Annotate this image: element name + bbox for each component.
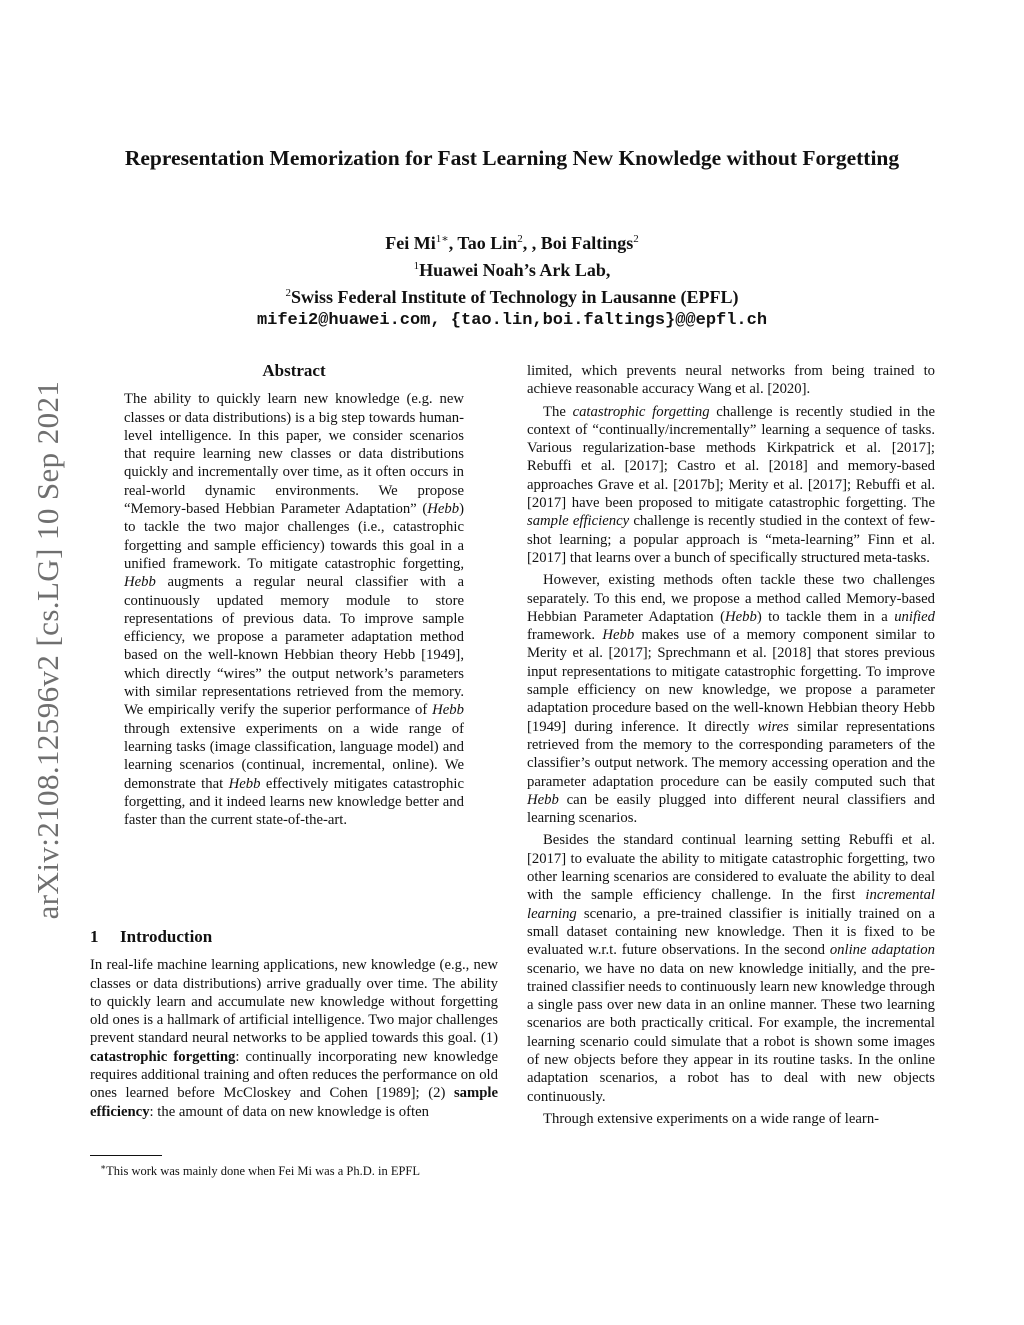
- abstract: [124, 362, 464, 829]
- author-sup: 2: [517, 233, 523, 245]
- author-sep: ,: [448, 233, 458, 253]
- body-paragraph: Through extensive experiments on a wide range of learn-: [543, 1110, 880, 1127]
- author-emails: mifei2@huawei.com, {tao.lin,boi.faltings}@@epfl.ch: [256, 311, 768, 330]
- right-column: [527, 362, 935, 1128]
- abstract-heading: Abstract: [262, 361, 326, 380]
- author-sup: 2: [633, 233, 639, 245]
- footnote: ∗This work was mainly done when Fei Mi was a Ph.D. in EPFL: [100, 1162, 420, 1179]
- author-name: Fei Mi: [385, 233, 436, 253]
- arxiv-stamp: arXiv:2108.12596v2 [cs.LG] 10 Sep 2021: [30, 380, 65, 920]
- author-sep: , ,: [522, 233, 541, 253]
- body-paragraph: The catastrophic forgetting challenge is recently studied in the context of “continually/incrementally” learning a sequence of tasks. Various regularization-base methods Kirkpatrick et al. [2017]; Rebuffi et al. [2017]; Castro et al. [2018] and memory-based approaches Grave et al. [2017b]; Merity et al. [2017]; Rebuffi et al. [2017] have been proposed to mitigate catastrophic forgetting. The sample efficiency challenge is recently studied in the context of few-shot learning; a popular approach is “meta-learning” Finn et al. [2017] that learns over a bunch of specifically structured meta-tasks.: [527, 403, 936, 566]
- body-paragraph: However, existing methods often tackle these two challenges separately. To this end, we propose a method called Memory-based Hebbian Parameter Adaptation (Hebb) to tackle them in a unified framework. Hebb makes use of a memory component similar to Merity et al. [2017]; Sprechmann et al. [2018] that stores previous input representations to mitigate catastrophic forgetting. To improve sample efficiency on new knowledge, we propose a parameter adaptation procedure based on the well-known Hebbian theory Hebb [1949] during inference. It directly wires similar representations retrieved from the memory to the corresponding parameters of the classifier’s output network. The memory accessing operation and the parameter adaptation procedure can be easily computed such that Hebb can be easily plugged into different neural classifiers and learning scenarios.: [527, 572, 936, 827]
- author-sup: 1∗: [435, 233, 449, 245]
- body-paragraph: limited, which prevents neural networks from being trained to achieve reasonable accuracy Wang et al. [2020].: [527, 363, 935, 398]
- section-heading: 1 Introduction: [90, 927, 213, 946]
- affiliation-1: $^1$Huawei Noah’s Ark Lab,: [413, 260, 611, 280]
- affiliation-2: $^2$Swiss Federal Institute of Technology in Lausanne (EPFL): [285, 287, 739, 307]
- author-name: Boi Faltings: [540, 233, 634, 253]
- introduction-section: [90, 928, 498, 1121]
- author-line: [120, 228, 904, 255]
- abstract-text: The ability to quickly learn new knowledge (e.g. new classes or data distributions) is a big step towards human-level intelligence. In this paper, we consider scenarios that require learning new classes or data distributions quickly and incrementally over time, as it often occurs in real-world dynamic environments. We propose “Memory-based Hebbian Parameter Adaptation” (Hebb) to tackle the two major challenges (i.e., catastrophic forgetting and sample efficiency) towards this goal in a unified framework. To mitigate catastrophic forgetting, Hebb augments a regular neural classifier with a continuously updated memory module to store representations of previous data. To improve sample efficiency, we propose a parameter adaptation method based on the well-known Hebbian theory Hebb [1949], which directly “wires” the output network’s parameters with similar representations retrieved from the memory. We empirically verify the superior performance of Hebb through extensive experiments on a wide range of learning tasks (image classification, language model) and learning scenarios (continual, incremental, online). We demonstrate that Hebb effectively mitigates catastrophic forgetting, and it indeed learns new knowledge better and faster than the current state-of-the-art.: [124, 391, 464, 829]
- author-name: Tao Lin: [457, 233, 518, 253]
- body-paragraph: Besides the standard continual learning setting Rebuffi et al. [2017] to evaluate the ability to mitigate catastrophic forgetting, two other learning scenarios are considered to evaluate the ability to deal with the sample efficiency challenge. In the first incremental learning scenario, a pre-trained classifier is initially trained on a small dataset containing new knowledge. Then it is fixed to be evaluated w.r.t. future observations. In the second online adaptation scenario, we have no data on new knowledge initially, and the pre-trained classifier needs to continuously learn new knowledge through a single pass over new data in an online manner. These two learning scenarios are both practically critical. For example, the incremental learning scenario could simulate that a robot is shown some images of new objects before they appear in its routine tasks. In the online adaptation scenarios, a robot has to deal with new objects continuously.: [527, 832, 935, 1105]
- paper-title: Representation Memorization for Fast Learning New Knowledge without Forgetting: [124, 146, 900, 170]
- footnote-rule: [90, 1155, 162, 1156]
- author-block: [120, 228, 904, 332]
- intro-paragraph: In real-life machine learning applications, new knowledge (e.g., new classes or data distributions) arrive gradually over time. The ability to quickly learn and accumulate new knowledge without forgetting old ones is a hallmark of artificial intelligence. Two major challenges prevent standard neural networks to be applied towards this goal. (1) catastrophic forgetting: continually incorporating new knowledge requires additional training and often reduces the performance on old ones learned before McCloskey and Cohen [1989]; (2) sample efficiency: the amount of data on new knowledge is often: [90, 957, 498, 1120]
